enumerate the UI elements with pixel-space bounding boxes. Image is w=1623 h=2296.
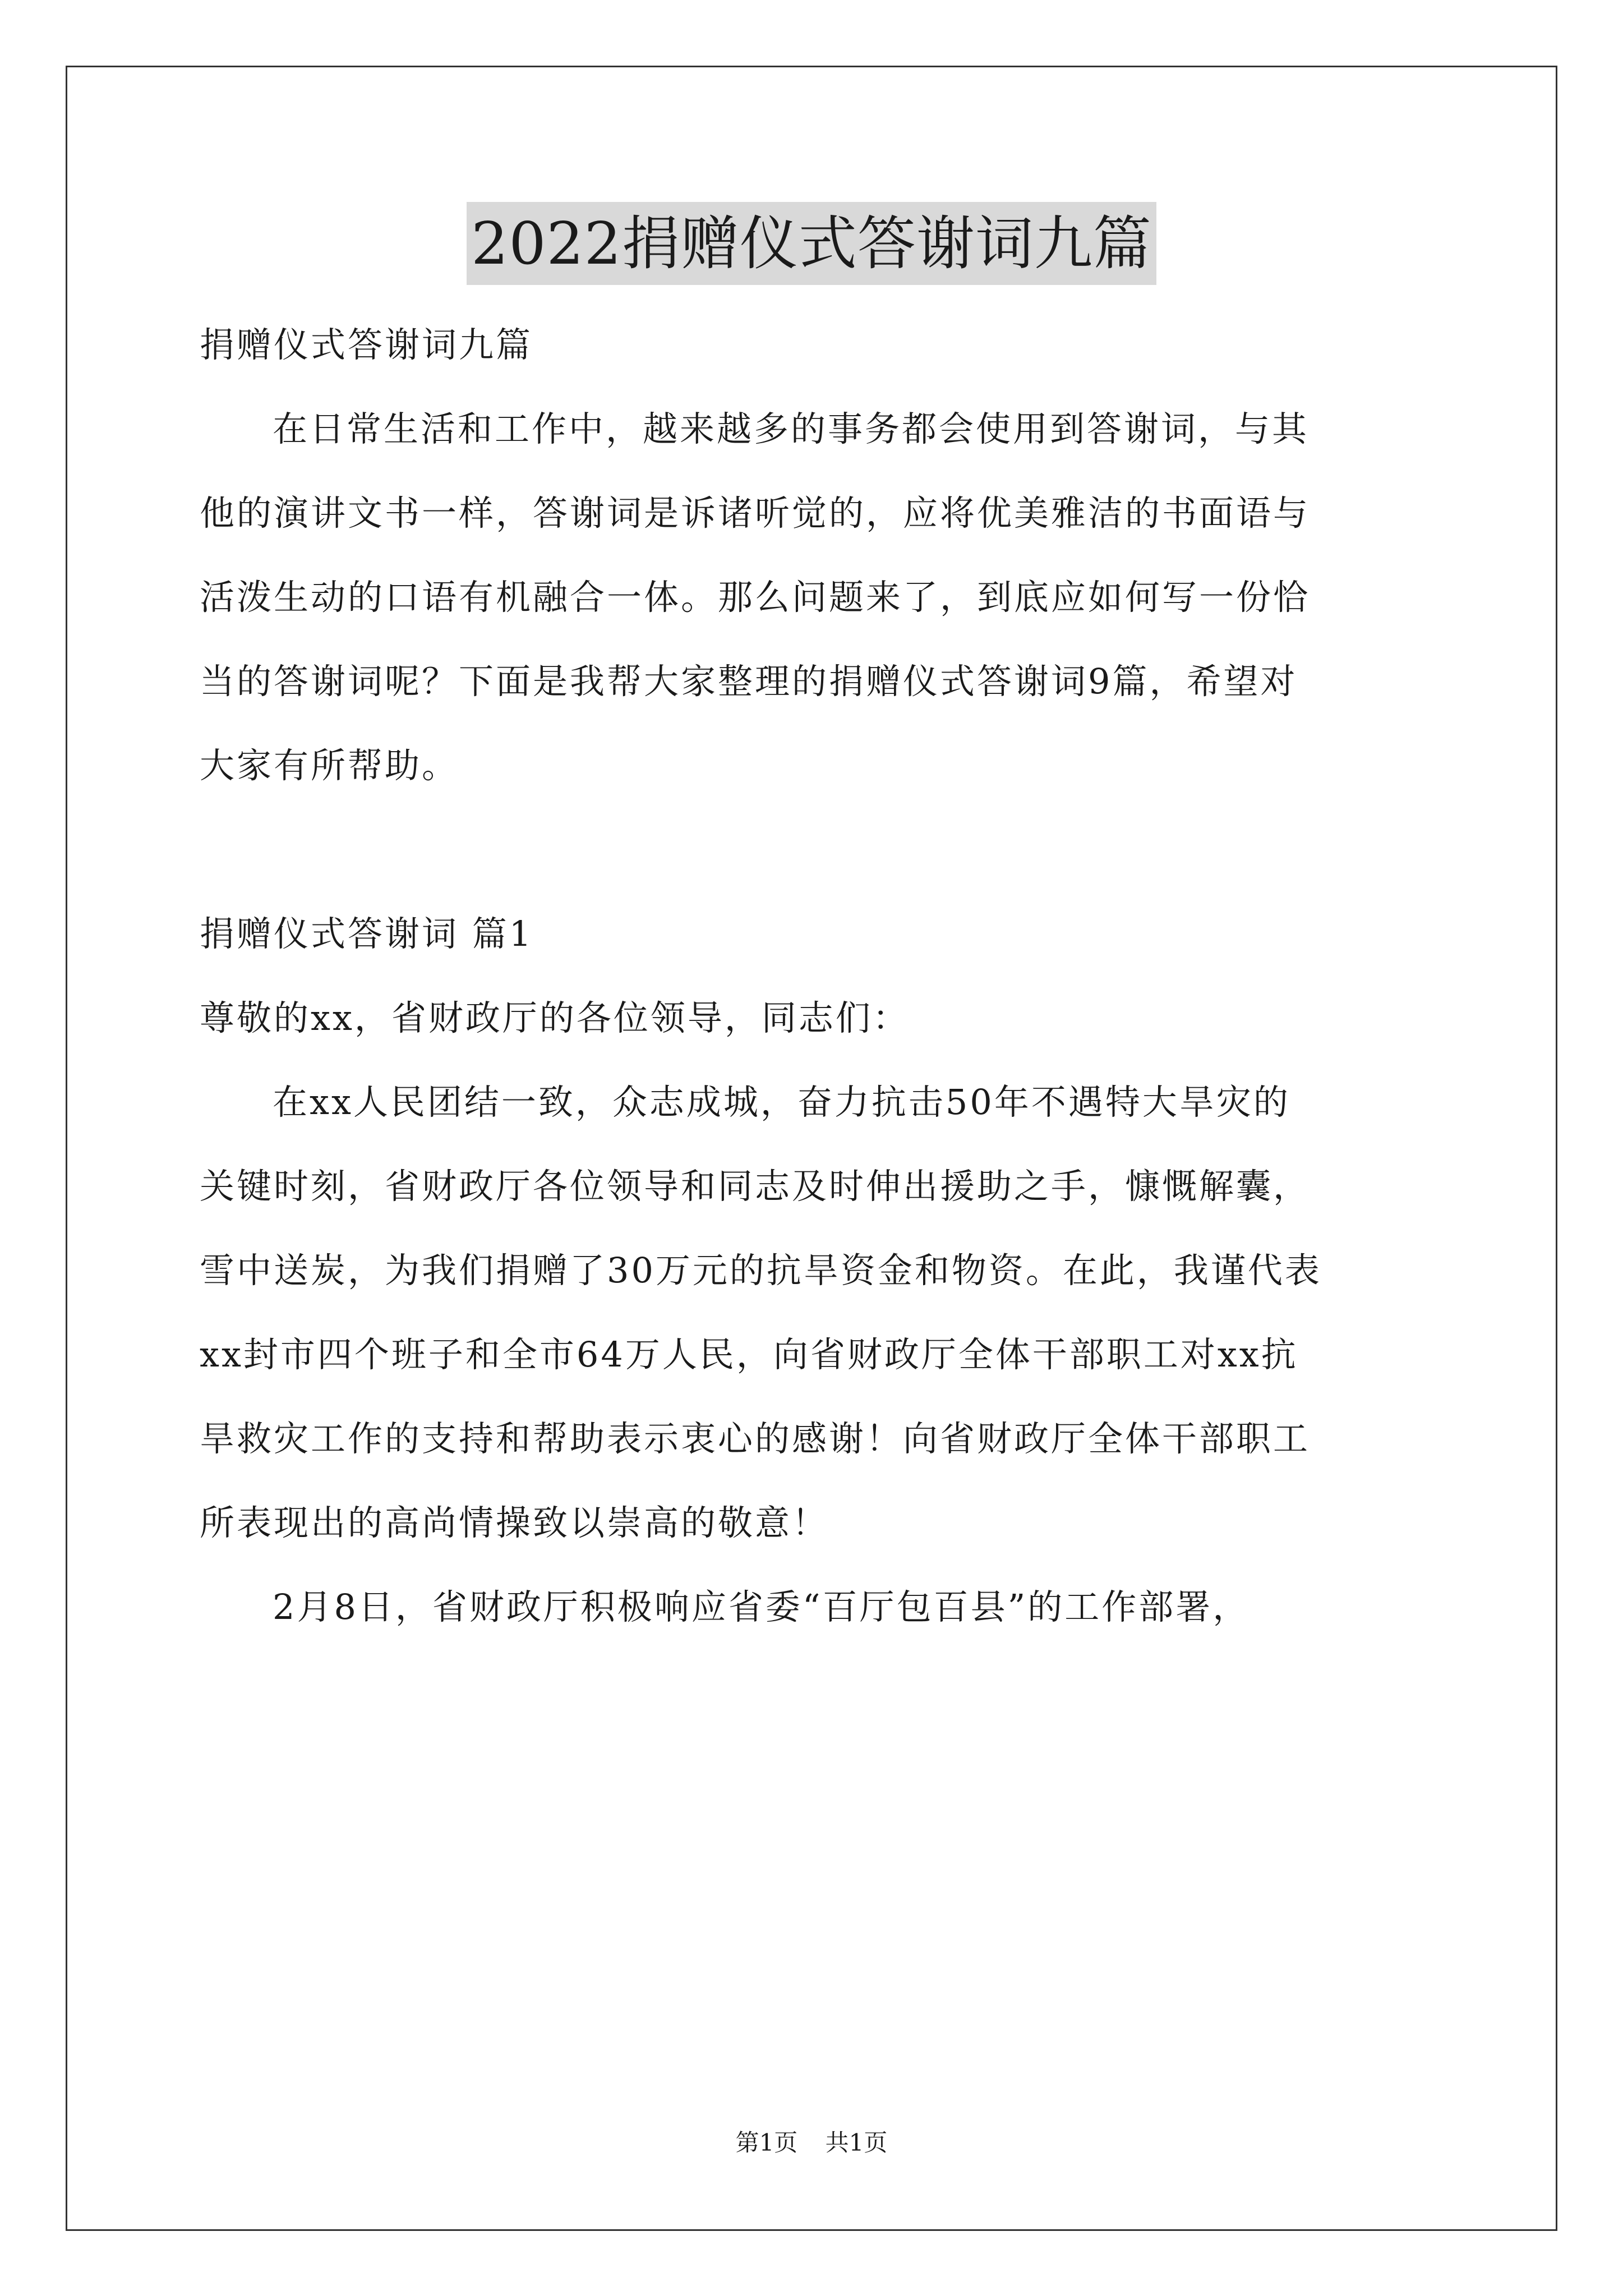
page-number: 第1页 xyxy=(735,2129,798,2156)
subtitle-line: 捐赠仪式答谢词九篇 xyxy=(200,324,533,365)
page-total: 共1页 xyxy=(825,2129,888,2156)
page-footer xyxy=(0,2126,1623,2160)
paragraph-line: 2月8日，省财政厅积极响应省委“百厅包百县”的工作部署， xyxy=(273,1586,1250,1627)
blank-line xyxy=(200,808,1433,892)
paragraph-line: 在日常生活和工作中，越来越多的事务都会使用到答谢词，与其 xyxy=(273,408,1310,449)
paragraph-line: 雪中送炭，为我们捐赠了30万元的抗旱资金和物资。在此，我谨代表 xyxy=(200,1250,1322,1291)
paragraph-line: 所表现出的高尚情操致以崇高的敬意！ xyxy=(200,1502,829,1543)
salutation-line: 尊敬的xx，省财政厅的各位领导，同志们： xyxy=(200,997,910,1038)
paragraph-line: 关键时刻，省财政厅各位领导和同志及时伸出援助之手，慷慨解囊， xyxy=(200,1166,1311,1207)
section-heading: 捐赠仪式答谢词 篇1 xyxy=(200,913,534,954)
paragraph-line: 在xx人民团结一致，众志成城，奋力抗击50年不遇特大旱灾的 xyxy=(273,1082,1290,1122)
document-body xyxy=(200,303,1433,1649)
paragraph-line: 大家有所帮助。 xyxy=(200,745,459,786)
paragraph-line: 当的答谢词呢？下面是我帮大家整理的捐赠仪式答谢词9篇，希望对 xyxy=(200,661,1298,702)
title-container xyxy=(0,202,1623,285)
paragraph-line: 旱救灾工作的支持和帮助表示衷心的感谢！向省财政厅全体干部职工 xyxy=(200,1418,1311,1459)
paragraph-line: xx封市四个班子和全市64万人民，向省财政厅全体干部职工对xx抗 xyxy=(200,1334,1298,1375)
paragraph-line: 他的演讲文书一样，答谢词是诉诸听觉的，应将优美雅洁的书面语与 xyxy=(200,493,1311,533)
document-title: 2022捐赠仪式答谢词九篇 xyxy=(467,202,1156,285)
paragraph-line: 活泼生动的口语有机融合一体。那么问题来了，到底应如何写一份恰 xyxy=(200,577,1311,618)
